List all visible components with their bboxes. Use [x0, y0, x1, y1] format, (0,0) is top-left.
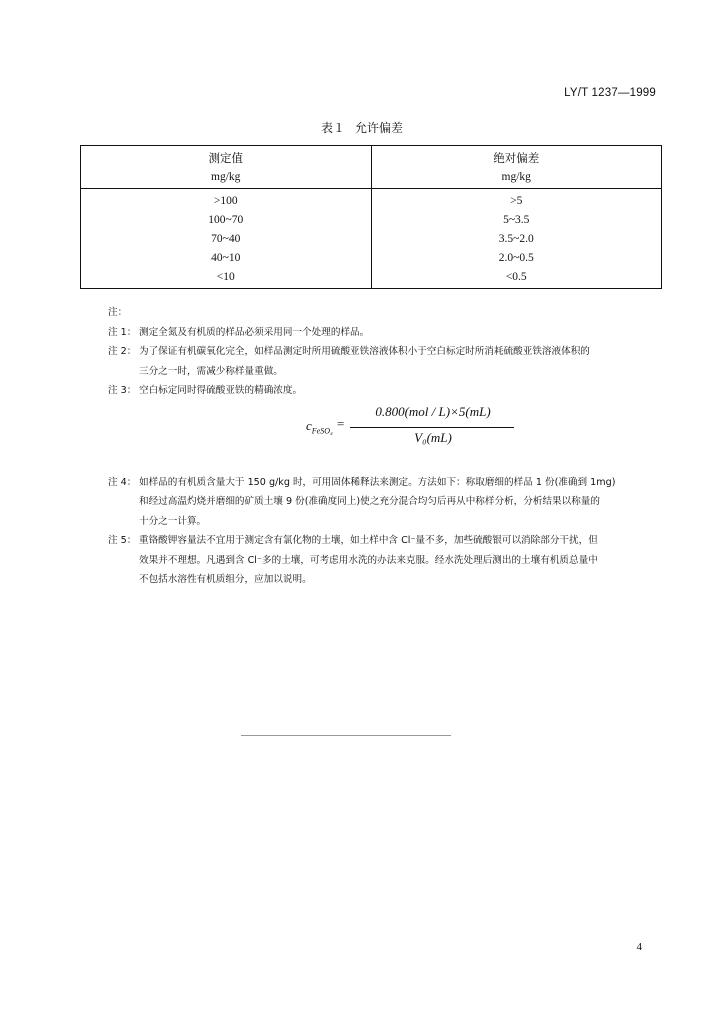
table-header-row — [81, 146, 662, 189]
note-label: 注 5： — [108, 535, 137, 546]
formula-subscript: FeSO₄ — [311, 426, 333, 436]
formula-lhs — [306, 418, 333, 436]
table-cell: <0.5 — [505, 271, 527, 283]
note-4 — [108, 473, 668, 493]
table-cell: 40~10 — [211, 252, 241, 264]
note-label: 注 3： — [108, 385, 137, 396]
table-body — [81, 189, 662, 289]
header-deviation-unit: mg/kg — [501, 171, 531, 183]
table-cell: 3.5~2.0 — [498, 233, 534, 245]
table-cell: >100 — [213, 195, 238, 207]
measured-values-column — [81, 189, 372, 289]
table-caption-title: 允许偏差 — [355, 121, 404, 135]
standard-code: LY/T 1237—1999 — [564, 87, 656, 99]
note-5-continued: 效果并不理想。凡遇到含 Cl⁻多的土壤，可考虑用水洗的办法来克服。经水洗处理后测出的土壤有机质总量中 — [139, 554, 598, 566]
fraction-bar — [350, 427, 514, 428]
note-5 — [108, 531, 668, 551]
note-label: 注 1： — [108, 326, 137, 338]
note-label: 注 2： — [108, 346, 137, 357]
note-2 — [108, 342, 668, 362]
note-1 — [108, 323, 668, 343]
page-number: 4 — [636, 941, 642, 953]
formula-numerator: 0.800(mol / L)×5(mL) — [375, 404, 491, 419]
note-text: 空白标定同时得硫酸亚铁的精确浓度。 — [139, 385, 303, 396]
formula-variable: c — [306, 418, 312, 433]
header-deviation-label: 绝对偏差 — [493, 151, 540, 165]
table-cell: 5~3.5 — [503, 214, 530, 226]
table-cell: 70~40 — [211, 233, 241, 245]
concentration-formula — [306, 406, 506, 448]
note-2-continued: 三分之一时，需减少称样量重做。 — [139, 365, 283, 377]
formula-equals: = — [337, 416, 345, 431]
note-text: 测定全氮及有机质的样品必须采用同一个处理的样品。 — [139, 326, 370, 338]
note-text: 如样品的有机质含量大于 150 g/kg 时，可用固体稀释法来测定。方法如下：称取磨细的样品 1 份(准确到 1mg) — [139, 476, 616, 488]
table-cell: <10 — [216, 271, 235, 283]
note-4-continued: 十分之一计算。 — [139, 515, 207, 527]
table-caption — [0, 119, 724, 136]
end-separator-line — [241, 735, 451, 736]
header-absolute-deviation — [371, 146, 662, 189]
table-cell: >5 — [510, 195, 523, 207]
note-3 — [108, 381, 668, 401]
deviation-values-column — [371, 189, 662, 289]
table-cell: 2.0~0.5 — [498, 252, 534, 264]
note-text: 重铬酸钾容量法不宜用于测定含有氯化物的土壤，如土样中含 Cl⁻量不多，加些硫酸银可以消除部分干扰，但 — [139, 535, 598, 546]
note-text: 为了保证有机碳氧化完全，如样品测定时所用硫酸亚铁溶液体积小于空白标定时所消耗硫酸亚铁溶液体积的 — [139, 346, 590, 357]
note-5-continued: 不包括水溶性有机质组分，应加以说明。 — [139, 574, 312, 585]
notes-heading: 注： — [108, 307, 128, 318]
table-cell: 100~70 — [208, 214, 244, 226]
note-label: 注 4： — [108, 476, 137, 488]
header-measured-value — [81, 146, 372, 189]
formula-denominator: V₀(mL) — [414, 430, 452, 445]
header-measured-label: 测定值 — [208, 151, 243, 165]
table-caption-number: 表１ — [320, 121, 345, 135]
note-4-continued: 和经过高温灼烧并磨细的矿质土壤 9 份(准确度同上)使之充分混合均匀后再从中称样分析，分析结果以称量的 — [139, 496, 600, 507]
deviation-table — [80, 145, 662, 289]
header-measured-unit: mg/kg — [211, 171, 241, 183]
